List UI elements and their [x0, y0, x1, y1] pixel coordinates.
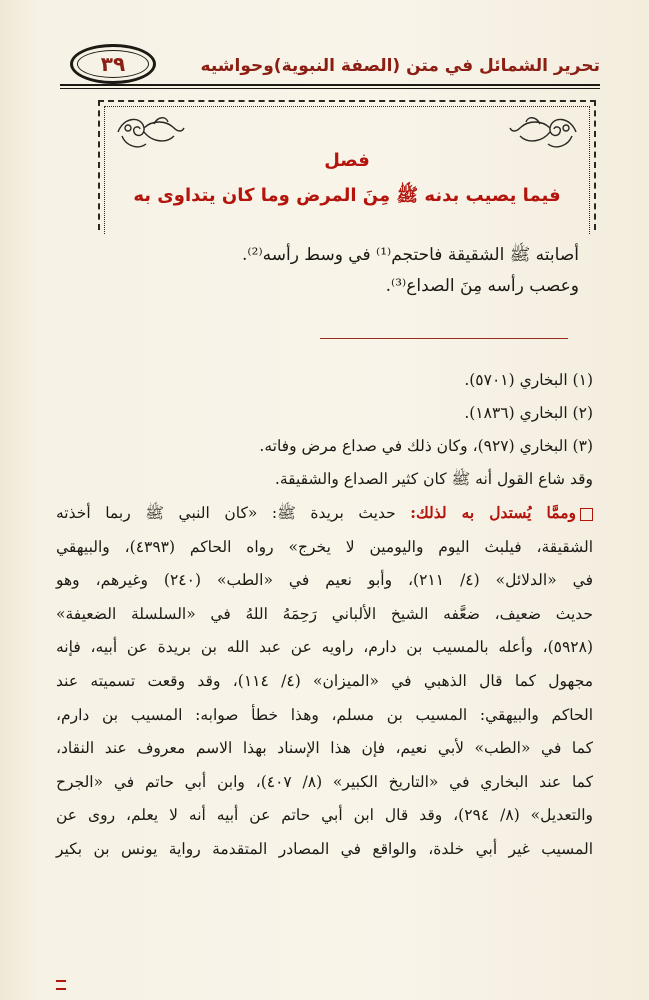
chapter-frame	[98, 100, 596, 230]
discussion-line: والتعديل» (٨/ ٢٩٤)، وقد قال ابن أبي حاتم عن أبيه أنه لا يعلم، روى عن	[56, 806, 593, 825]
discussion-line: (٥٩٢٨)، وأعله بالمسيب بن دارم، راويه عن عبد الله بن بريدة عن أبيه، فإنه	[56, 638, 593, 657]
running-title: تحرير الشمائل في متن (الصفة النبوية)وحواشيه	[200, 56, 600, 76]
header-rule-thin	[60, 88, 600, 89]
page-number-badge	[70, 44, 156, 84]
footnote-separator	[320, 338, 568, 339]
main-text	[80, 240, 579, 302]
header-rule	[60, 84, 600, 86]
page-header	[60, 44, 600, 92]
page-number: ٣٩	[100, 52, 126, 76]
chapter-heading: فصل	[324, 150, 370, 171]
discussion-line: حديث ضعيف، ضعَّفه الشيخ الألباني رَحِمَهُ اللهُ في «السلسلة الضعيفة»	[56, 604, 593, 623]
square-bullet-icon	[580, 508, 593, 521]
discussion-line: كما في «الطب» لأبي نعيم، فإن هذا الإسناد بهذا الاسم معروف عند النقاد،	[56, 739, 593, 758]
footnotes-section	[56, 364, 593, 867]
continuation-mark	[56, 980, 66, 990]
scroll-ornament-icon	[508, 110, 580, 154]
discussion-line: مجهول كما قال الذهبي في «الميزان» (٤/ ١١٤)، وقد وقعت تسميته عند	[56, 671, 593, 690]
chapter-title: فيما يصيب بدنه ﷺ مِنَ المرض وما كان يتداوى به	[133, 185, 561, 206]
discussion-line: الشقيقة، فيلبث اليوم واليومين لا يخرج» رواه الحاكم (٤٣٩٣)، والبيهقي	[56, 537, 594, 556]
footnote: (٣) البخاري (٩٢٧)، وكان ذلك في صداع مرض وفاته.	[259, 437, 593, 455]
discussion-line	[56, 496, 593, 531]
main-text-line: وعصب رأسه مِنَ الصداع⁽³⁾.	[385, 276, 579, 296]
discussion-line: في «الدلائل» (٤/ ٢١١)، وأبو نعيم في «الطب» (٢٤٠) وغيرهم، وهو	[56, 571, 593, 590]
discussion-line: الحاكم والبيهقي: المسيب بن مسلم، وهذا خطأ صوابه: المسيب بن دارم،	[56, 705, 593, 724]
footnote: (٢) البخاري (١٨٣٦).	[464, 404, 593, 422]
main-text-line: أصابته ﷺ الشقيقة فاحتجم⁽¹⁾ في وسط رأسه⁽²⁾.	[242, 245, 579, 265]
footnote: (١) البخاري (٥٧٠١).	[464, 371, 593, 389]
discussion-paragraph	[56, 496, 593, 867]
note-paragraph: وقد شاع القول أنه ﷺ كان كثير الصداع والشقيقة.	[274, 470, 593, 488]
scroll-ornament-icon	[114, 110, 186, 154]
discussion-lead: وممَّا يُستدل به لذلك:	[410, 503, 576, 522]
discussion-line: كما عند البخاري في «التاريخ الكبير» (٨/ ٤٠٧)، وابن أبي حاتم في «الجرح	[56, 772, 594, 791]
discussion-line-text: حديث بريدة ﷺ: «كان النبي ﷺ ربما أخذته	[56, 504, 396, 522]
discussion-line: المسيب غير أبي خلدة، والواقع في المصادر المتقدمة رواية يونس بن بكير	[56, 839, 593, 858]
